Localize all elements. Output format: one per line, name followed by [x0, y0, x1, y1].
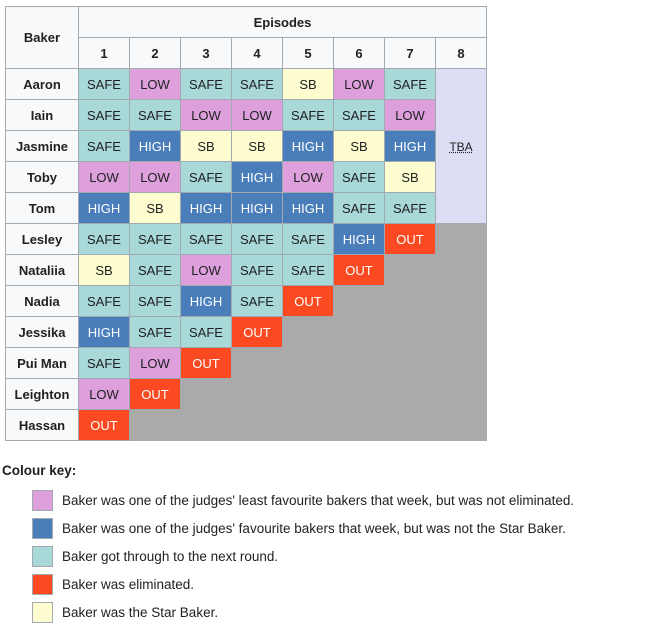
baker-name: Aaron — [6, 69, 79, 100]
result-cell: SAFE — [130, 286, 181, 317]
table-row — [6, 379, 487, 410]
baker-name: Leighton — [6, 379, 79, 410]
colour-key-item — [32, 602, 668, 623]
result-cell: SAFE — [130, 255, 181, 286]
table-header-row-1 — [6, 7, 487, 38]
result-cell: SAFE — [283, 255, 334, 286]
result-cell: HIGH — [283, 193, 334, 224]
colour-key-text: Baker was one of the judges' least favourite bakers that week, but was not eliminated. — [62, 493, 575, 508]
result-cell: SAFE — [334, 162, 385, 193]
baker-name: Jessika — [6, 317, 79, 348]
result-cell: SAFE — [79, 131, 130, 162]
result-cell: SAFE — [232, 286, 283, 317]
result-cell: LOW — [79, 162, 130, 193]
colour-swatch-icon — [32, 602, 53, 623]
empty-cell — [436, 224, 487, 255]
table-row — [6, 286, 487, 317]
result-cell: SAFE — [79, 348, 130, 379]
episode-header-4: 4 — [232, 38, 283, 69]
baker-name: Nadia — [6, 286, 79, 317]
result-cell: SAFE — [181, 69, 232, 100]
empty-cell — [283, 317, 487, 348]
colour-key-text: Baker got through to the next round. — [62, 549, 279, 564]
result-cell: HIGH — [79, 193, 130, 224]
result-cell: HIGH — [385, 131, 436, 162]
colour-key-item — [32, 518, 668, 539]
episode-header-2: 2 — [130, 38, 181, 69]
result-cell: SB — [181, 131, 232, 162]
result-cell: LOW — [130, 162, 181, 193]
tba-label: TBA — [449, 139, 473, 154]
table-row — [6, 255, 487, 286]
result-cell: SAFE — [130, 317, 181, 348]
result-cell: HIGH — [283, 131, 334, 162]
result-cell: OUT — [232, 317, 283, 348]
colour-swatch-icon — [32, 490, 53, 511]
result-cell: SB — [79, 255, 130, 286]
baker-name: Tom — [6, 193, 79, 224]
table-header — [6, 7, 487, 69]
result-cell: HIGH — [334, 224, 385, 255]
result-cell: LOW — [130, 348, 181, 379]
table-row — [6, 317, 487, 348]
result-cell: SAFE — [79, 69, 130, 100]
colour-key-item — [32, 546, 668, 567]
table-header-row-2 — [6, 38, 487, 69]
baker-name: Hassan — [6, 410, 79, 441]
baker-column-header: Baker — [6, 7, 79, 69]
result-cell: LOW — [181, 255, 232, 286]
result-cell: SB — [385, 162, 436, 193]
result-cell: LOW — [130, 69, 181, 100]
colour-key-list — [0, 490, 668, 623]
colour-key-item — [32, 490, 668, 511]
colour-key-text: Baker was eliminated. — [62, 577, 195, 592]
result-cell: OUT — [79, 410, 130, 441]
episode-header-1: 1 — [79, 38, 130, 69]
table-row — [6, 69, 487, 100]
result-cell: SB — [130, 193, 181, 224]
result-cell: HIGH — [130, 131, 181, 162]
colour-key-title: Colour key: — [2, 463, 77, 478]
episode-header-7: 7 — [385, 38, 436, 69]
baker-name: Toby — [6, 162, 79, 193]
episode-header-6: 6 — [334, 38, 385, 69]
result-cell: SAFE — [283, 100, 334, 131]
episode-header-8: 8 — [436, 38, 487, 69]
result-cell: SAFE — [232, 224, 283, 255]
table-body — [6, 69, 487, 441]
empty-cell — [130, 410, 487, 441]
result-cell: SAFE — [79, 100, 130, 131]
result-cell: LOW — [79, 379, 130, 410]
empty-cell — [385, 255, 487, 286]
result-cell: SAFE — [79, 286, 130, 317]
result-cell: SB — [334, 131, 385, 162]
baker-name: Nataliia — [6, 255, 79, 286]
result-cell: SAFE — [130, 224, 181, 255]
empty-cell — [232, 348, 487, 379]
result-cell: OUT — [283, 286, 334, 317]
result-cell: OUT — [385, 224, 436, 255]
result-cell: SAFE — [385, 193, 436, 224]
result-cell: SAFE — [232, 69, 283, 100]
colour-key-text: Baker was one of the judges' favourite bakers that week, but was not the Star Baker. — [62, 521, 566, 536]
result-cell: SAFE — [334, 100, 385, 131]
colour-swatch-icon — [32, 574, 53, 595]
result-cell: HIGH — [232, 162, 283, 193]
table-row — [6, 348, 487, 379]
result-cell: SAFE — [385, 69, 436, 100]
result-cell: SAFE — [79, 224, 130, 255]
table-row — [6, 193, 487, 224]
result-cell: SB — [232, 131, 283, 162]
colour-swatch-icon — [32, 546, 53, 567]
table-row — [6, 100, 487, 131]
episodes-column-header: Episodes — [79, 7, 487, 38]
result-cell: LOW — [334, 69, 385, 100]
empty-cell — [334, 286, 487, 317]
colour-key-item — [32, 574, 668, 595]
result-cell: LOW — [283, 162, 334, 193]
colour-key-text: Baker was the Star Baker. — [62, 605, 219, 620]
result-cell: OUT — [181, 348, 232, 379]
result-cell: SAFE — [232, 255, 283, 286]
result-cell: SAFE — [334, 193, 385, 224]
baker-name: Iain — [6, 100, 79, 131]
result-cell: LOW — [385, 100, 436, 131]
result-cell: OUT — [130, 379, 181, 410]
empty-cell — [181, 379, 487, 410]
result-cell: SAFE — [181, 224, 232, 255]
result-cell: SAFE — [181, 317, 232, 348]
baker-name: Jasmine — [6, 131, 79, 162]
result-cell: SAFE — [283, 224, 334, 255]
tba-cell — [436, 69, 487, 224]
result-cell: LOW — [232, 100, 283, 131]
result-cell: HIGH — [181, 193, 232, 224]
result-cell: SAFE — [130, 100, 181, 131]
baker-name: Pui Man — [6, 348, 79, 379]
result-cell: OUT — [334, 255, 385, 286]
episode-header-5: 5 — [283, 38, 334, 69]
result-cell: SB — [283, 69, 334, 100]
table-row — [6, 224, 487, 255]
table-row — [6, 131, 487, 162]
result-cell: HIGH — [232, 193, 283, 224]
results-table — [5, 6, 487, 441]
result-cell: HIGH — [181, 286, 232, 317]
episode-header-3: 3 — [181, 38, 232, 69]
table-row — [6, 162, 487, 193]
result-cell: SAFE — [181, 162, 232, 193]
result-cell: LOW — [181, 100, 232, 131]
baker-name: Lesley — [6, 224, 79, 255]
table-row — [6, 410, 487, 441]
colour-swatch-icon — [32, 518, 53, 539]
result-cell: HIGH — [79, 317, 130, 348]
